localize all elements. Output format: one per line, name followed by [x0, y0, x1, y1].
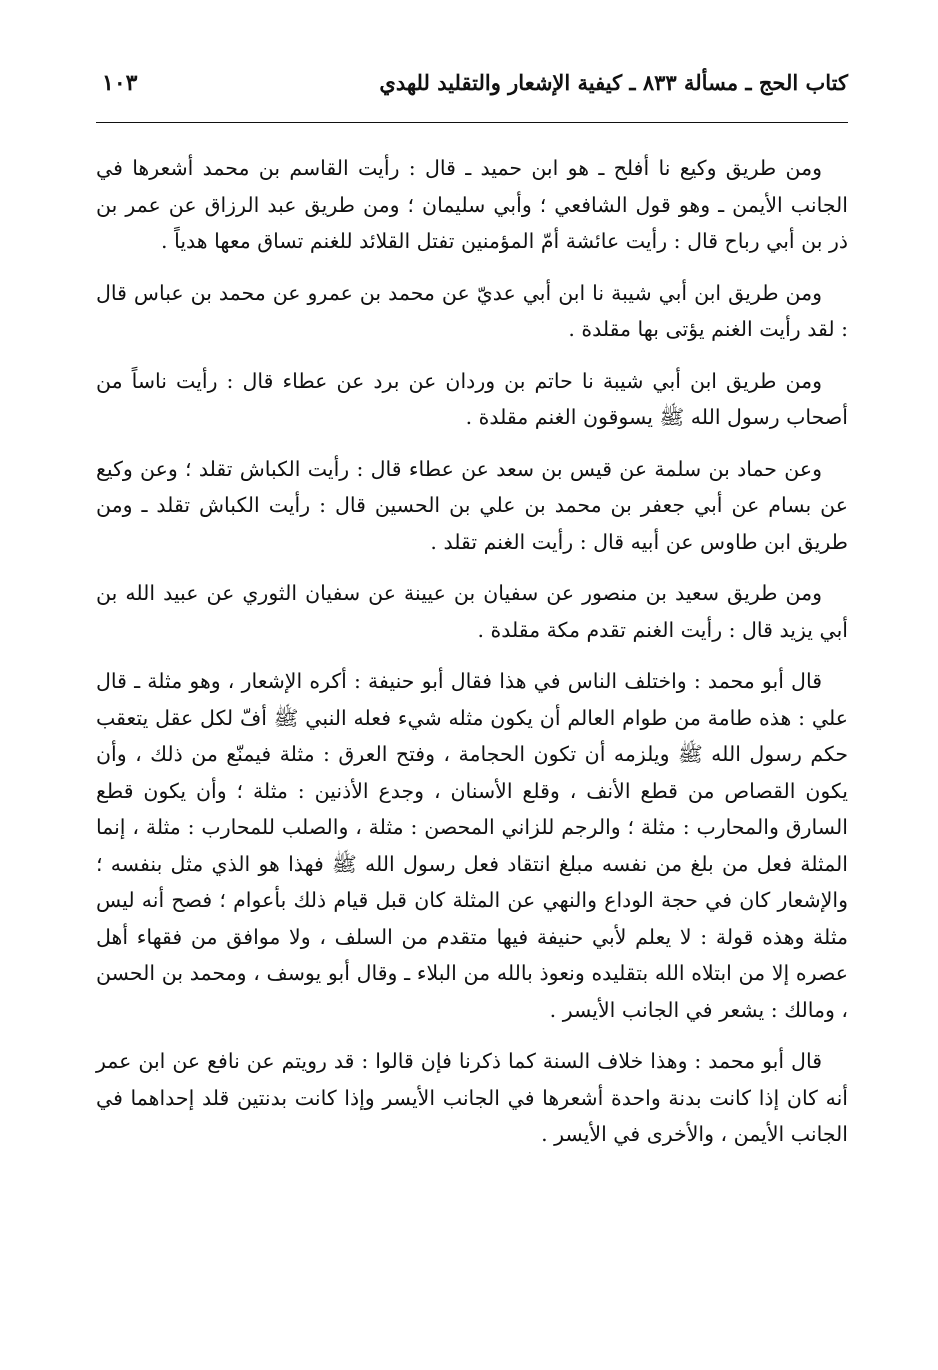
paragraph: قال أبو محمد : واختلف الناس في هذا فقال أبو حنيفة : أكره الإشعار ، وهو مثلة ـ قال علي : هذه طامة من طوام العالم أن يكون مثله شيء فعله النبي ﷺ أفّ لكل عقل يتعقب حكم رسول الله ﷺ ويلزمه أن تكون الحجامة ، وفتح العرق : مثلة فيمنّع من ذلك ، وأن يكون القصاص من قطع الأنف ، وقلع الأسنان ، وجدع الأذنين : مثلة ؛ وأن يكون قطع السارق والمحارب : مثلة ؛ والرجم للزاني المحصن : مثلة ، والصلب للمحارب : مثلة ، إنما المثلة فعل من بلغ من نفسه مبلغ انتقاد فعل رسول الله ﷺ فهذا هو الذي مثل بنفسه ؛ والإشعار كان في حجة الوداع والنهي عن المثلة كان قبل قيام ذلك بأعوام ؛ فصح أنه ليس مثلة وهذه قولة : لا يعلم لأبي حنيفة فيها متقدم من السلف ، ولا موافق من فقهاء أهل عصره إلا من ابتلاه الله بتقليده ونعوذ بالله من البلاء ـ وقال أبو يوسف ، ومحمد بن الحسن ، ومالك : يشعر في الجانب الأيسر . [96, 669, 848, 1022]
paragraph: ومن طريق ابن أبي شيبة نا ابن أبي عديّ عن محمد بن عمرو عن محمد بن عباس قال : لقد رأيت الغنم يؤتى بها مقلدة . [96, 280, 848, 341]
chapter-title: كتاب الحج ـ مسألة ٨٣٣ ـ كيفية الإشعار والتقليد للهدي [379, 70, 848, 95]
paragraph: قال أبو محمد : وهذا خلاف السنة كما ذكرنا فإن قالوا : قد رويتم عن نافع عن ابن عمر أنه كان إذا كانت بدنة واحدة أشعرها في الجانب الأيسر وإذا كانت بدنتين قلد إحداهما في الجانب الأيمن ، والأخرى في الأيسر . [96, 1049, 848, 1146]
page-number: ١٠٣ [102, 70, 138, 96]
paragraph: ومن طريق ابن أبي شيبة نا حاتم بن وردان عن برد عن عطاء قال : رأيت ناساً من أصحاب رسول الله ﷺ يسوقون الغنم مقلدة . [96, 368, 848, 429]
paragraph: وعن حماد بن سلمة عن قيس بن سعد عن عطاء قال : رأيت الكباش تقلد ؛ وعن وكيع عن بسام عن أبي جعفر بن محمد بن علي بن الحسين قال : رأيت الكباش تقلد ـ ومن طريق ابن طاوس عن أبيه قال : رأيت الغنم تقلد . [96, 456, 848, 554]
book-page [96, 62, 848, 1342]
paragraph: ومن طريق وكيع نا أفلح ـ هو ابن حميد ـ قال : رأيت القاسم بن محمد أشعرها في الجانب الأيمن ـ وهو قول الشافعي ؛ وأبي سليمان ؛ ومن طريق عبد الرزاق عن عمر بن ذر بن أبي رباح قال : رأيت عائشة أمّ المؤمنين تفتل القلائد للغنم تساق معها هدياً . [96, 156, 848, 253]
paragraph: ومن طريق سعيد بن منصور عن سفيان بن عيينة عن سفيان الثوري عن عبيد الله بن أبي يزيد قال : رأيت الغنم تقدم مكة مقلدة . [96, 581, 848, 642]
running-header [96, 62, 848, 118]
body-text [96, 150, 848, 1168]
header-rule [96, 122, 848, 123]
